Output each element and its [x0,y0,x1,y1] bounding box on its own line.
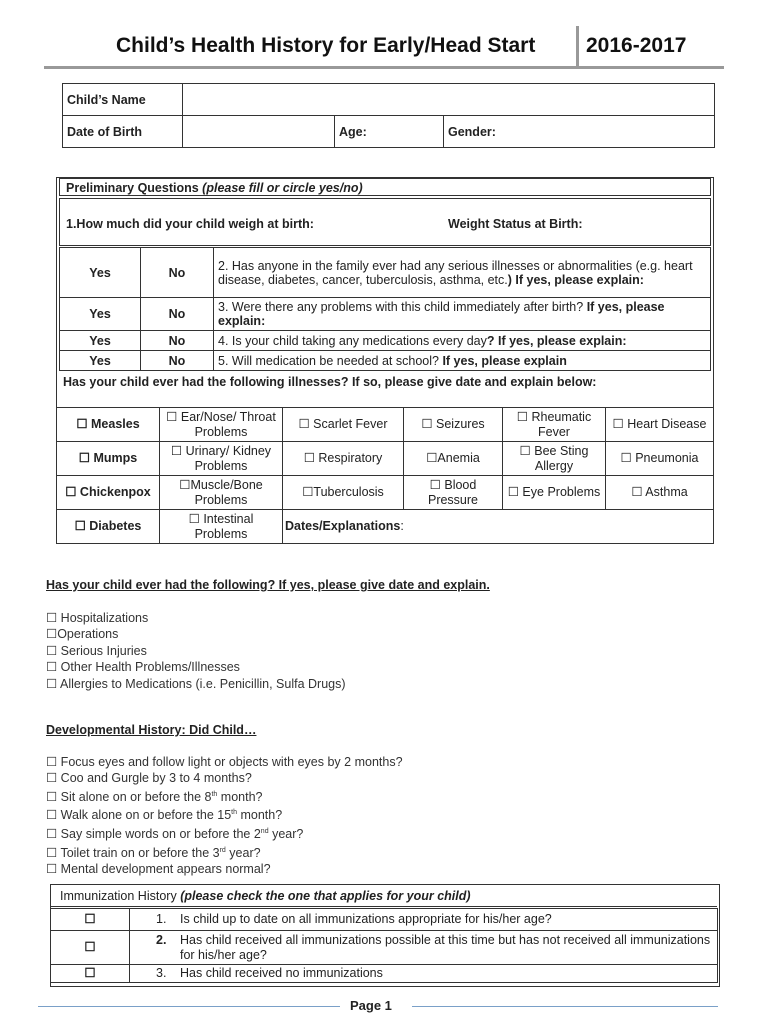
development-checkbox[interactable]: ☐ Mental development appears normal? [46,862,271,877]
development-list [46,754,403,877]
page-number: Page 1 [350,998,392,1013]
illness-checkbox[interactable]: ☐Tuberculosis [283,476,404,510]
yes-option[interactable]: Yes [60,351,141,371]
page-header [44,26,724,69]
illness-checkbox[interactable]: ☐ Asthma [606,476,714,510]
no-option[interactable]: No [141,351,214,371]
illness-checkbox[interactable]: ☐ Respiratory [283,442,404,476]
yes-option[interactable]: Yes [60,298,141,331]
history-checkbox[interactable]: ☐ Other Health Problems/Illnesses [46,660,240,675]
preliminary-questions [56,177,714,408]
child-name-label: Child’s Name [63,84,183,116]
yes-option[interactable]: Yes [60,331,141,351]
yes-no-questions [59,247,711,371]
no-option[interactable]: No [141,298,214,331]
school-year: 2016-2017 [576,26,686,66]
illness-checkbox[interactable]: ☐ Rheumatic Fever [503,408,606,442]
illness-checkbox[interactable]: ☐ Blood Pressure [404,476,503,510]
illness-checkbox[interactable]: ☐ Seizures [404,408,503,442]
history-checkbox[interactable]: ☐Operations [46,627,119,642]
history-list [46,610,346,692]
development-checkbox[interactable]: ☐ Toilet train on or before the 3rd year? [46,845,261,860]
question-text: 5. Will medication be needed at school? If yes, please explain [214,351,711,371]
yes-option[interactable]: Yes [60,248,141,298]
illness-checkbox[interactable]: ☐ Scarlet Fever [283,408,404,442]
history-checkbox[interactable]: ☐ Allergies to Medications (i.e. Penicillin, Sulfa Drugs) [46,676,346,691]
immunization-option: 3. Has child received no immunizations [130,965,718,983]
question-text: 4. Is your child taking any medications every day? If yes, please explain: [214,331,711,351]
no-option[interactable]: No [141,248,214,298]
illness-checkbox[interactable]: ☐ Intestinal Problems [160,510,283,544]
development-checkbox[interactable]: ☐ Walk alone on or before the 15th month? [46,808,283,823]
development-checkbox[interactable]: ☐ Sit alone on or before the 8th month? [46,789,263,804]
illness-checkbox[interactable]: ☐Muscle/Bone Problems [160,476,283,510]
page-footer [38,998,718,1014]
question-text: 3. Were there any problems with this child immediately after birth? If yes, please explain: [214,298,711,331]
no-option[interactable]: No [141,331,214,351]
illness-checkbox[interactable]: ☐Anemia [404,442,503,476]
immunization-option: 2. Has child received all immunizations possible at this time but has not received all immunizations for his/her age? [130,931,718,965]
immunization-history [50,884,720,987]
development-checkbox[interactable]: ☐ Focus eyes and follow light or objects with eyes by 2 months? [46,755,403,769]
immunization-title: Immunization History (please check the one that applies for your child) [51,885,717,907]
development-title: Developmental History: Did Child… [46,723,257,737]
illness-question: Has your child ever had the following illnesses? If so, please give date and explain below: [63,375,597,389]
dob-field[interactable] [183,116,335,148]
illness-checkbox[interactable]: ☐ Mumps [57,442,160,476]
immunization-table [50,908,718,983]
illness-checkbox[interactable]: ☐ Eye Problems [503,476,606,510]
immunization-checkbox[interactable]: ☐ [51,965,130,983]
gender-field[interactable]: Gender: [444,116,715,148]
child-info-table [62,83,715,148]
development-checkbox[interactable]: ☐ Coo and Gurgle by 3 to 4 months? [46,771,252,786]
dob-label: Date of Birth [63,116,183,148]
illness-checkbox[interactable]: ☐ Pneumonia [606,442,714,476]
page-title: Child’s Health History for Early/Head Start [116,34,536,57]
illness-checkbox[interactable]: ☐ Heart Disease [606,408,714,442]
illness-checkbox[interactable]: ☐ Measles [57,408,160,442]
immunization-checkbox[interactable]: ☐ [51,931,130,965]
preliminary-title: Preliminary Questions (please fill or circle yes/no) [59,178,711,196]
footer-rule-right [412,1006,718,1007]
immunization-checkbox[interactable]: ☐ [51,909,130,931]
illness-checkbox[interactable]: ☐ Bee Sting Allergy [503,442,606,476]
weight-status-label: Weight Status at Birth: [448,217,583,231]
question-text: 2. Has anyone in the family ever had any serious illnesses or abnormalities (e.g. heart disease, diabetes, cancer, tuberculosis, asthma, etc.) If yes, please explain: [214,248,711,298]
development-checkbox[interactable]: ☐ Say simple words on or before the 2nd year? [46,827,304,842]
footer-rule-left [38,1006,340,1007]
history-checkbox[interactable]: ☐ Serious Injuries [46,643,147,658]
illness-checkbox[interactable]: ☐ Chickenpox [57,476,160,510]
birth-weight-row[interactable] [59,198,711,246]
illness-checkbox[interactable]: ☐ Diabetes [57,510,160,544]
child-name-field[interactable] [183,84,715,116]
history-checkbox[interactable]: ☐ Hospitalizations [46,611,149,625]
illness-grid [56,407,714,544]
age-field[interactable]: Age: [335,116,444,148]
birth-weight-question: 1.How much did your child weigh at birth: [66,217,314,231]
dates-explanations-field[interactable]: Dates/Explanations: [283,510,714,544]
illness-checkbox[interactable]: ☐ Ear/Nose/ Throat Problems [160,408,283,442]
illness-checkbox[interactable]: ☐ Urinary/ Kidney Problems [160,442,283,476]
immunization-option: 1. Is child up to date on all immunizations appropriate for his/her age? [130,909,718,931]
history-title: Has your child ever had the following? If yes, please give date and explain. [46,578,490,592]
